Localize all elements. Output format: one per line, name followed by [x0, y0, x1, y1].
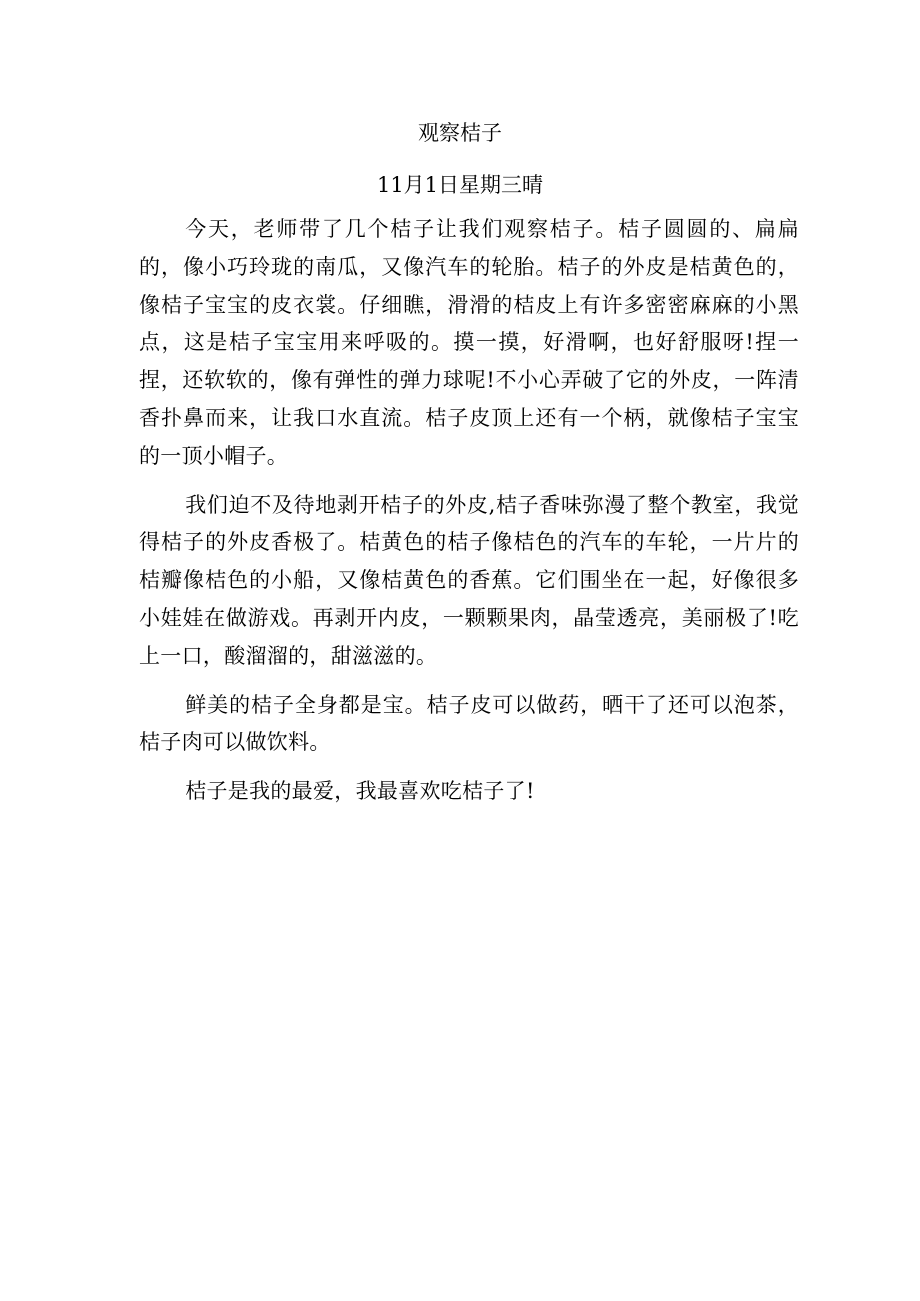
paragraph-1: 今天，老师带了几个桔子让我们观察桔子。桔子圆圆的、扁扁的，像小巧玲珑的南瓜，又像汽车的轮胎。桔子的外皮是桔黄色的，像桔子宝宝的皮衣裳。仔细瞧，滑滑的桔皮上有许多密密麻麻的小黑点，这是桔子宝宝用来呼吸的。摸一摸，好滑啊，也好舒服呀!捏一捏，还软软的，像有弹性的弹力球呢!不小心弄破了它的外皮，一阵清香扑鼻而来，让我口水直流。桔子皮顶上还有一个柄，就像桔子宝宝的一顶小帽子。 [139, 217, 799, 468]
paragraph-2: 我们迫不及待地剥开桔子的外皮,桔子香味弥漫了整个教室，我觉得桔子的外皮香极了。桔黄色的桔子像桔色的汽车的车轮，一片片的桔瓣像桔色的小船，又像桔黄色的香蕉。它们围坐在一起，好像很多小娃娃在做游戏。再剥开内皮，一颗颗果肉，晶莹透亮，美丽极了!吃上一口，酸溜溜的，甜滋滋的。 [139, 492, 799, 668]
document-title: 观察桔子 [418, 121, 502, 145]
paragraph-3: 鲜美的桔子全身都是宝。桔子皮可以做药，晒干了还可以泡茶，桔子肉可以做饮料。 [139, 692, 799, 755]
paragraph-4: 桔子是我的最爱，我最喜欢吃桔子了! [185, 779, 535, 804]
document-body [139, 211, 799, 822]
date-line: 11月1日星期三晴 [376, 173, 544, 197]
